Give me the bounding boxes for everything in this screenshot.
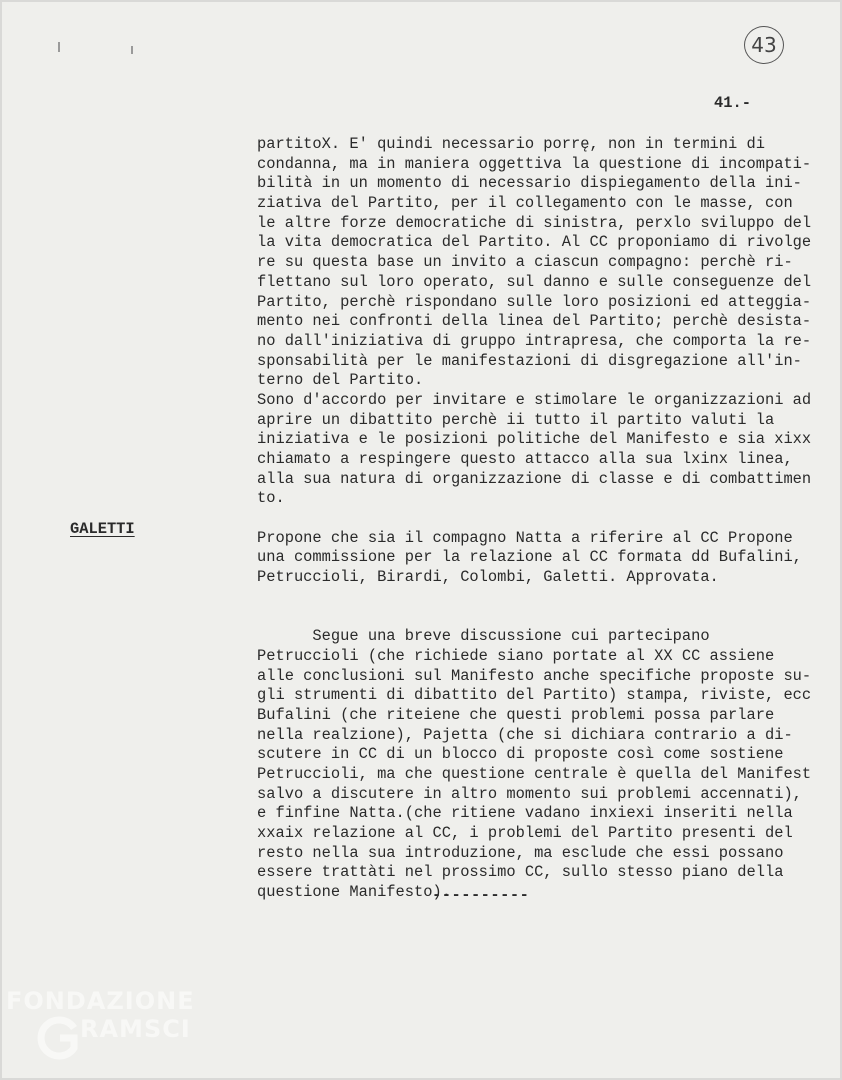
- separator-line: ----------: [432, 886, 530, 904]
- watermark-line-2: RAMSCI: [80, 1015, 191, 1043]
- text-line: re su questa base un invito a ciascun compagno: perchè ri-: [257, 253, 793, 272]
- text-line: partitoX. E' quindi necessario porrę, non in termini di: [257, 135, 765, 153]
- text-line: to.: [257, 489, 285, 508]
- text-line: sponsabilità per le manifestazioni di disgregazione all'in-: [257, 351, 802, 370]
- text-line: chiamato a respingere questo attacco alla sua lxinx linea,: [257, 450, 793, 468]
- text-line: terno del Partito.: [257, 371, 424, 390]
- discussion-paragraph: [257, 627, 840, 903]
- text-line: iniziativa e le posizioni politiche del Manifesto e sia xixx: [257, 430, 812, 449]
- text-line: Segue una breve discussione cui partecipano: [257, 627, 710, 646]
- text-line: ziativa del Partito, per il collegamento con le masse, con: [257, 194, 793, 213]
- text-line: flettano sul loro operato, sul danno e sulle conseguenze del: [257, 272, 812, 291]
- text-line: Petruccioli, Birardi, Colombi, Galetti. Approvata.: [257, 568, 719, 587]
- body-text: [257, 135, 840, 903]
- speaker-name: GALETTI: [70, 520, 135, 538]
- text-line: questione Manifesto).: [257, 883, 451, 902]
- text-line: e finfine Natta.(che ritiene vadano inxiexi inseriti nella: [257, 804, 793, 823]
- text-line: Bufalini (che riteiene che questi problemi possa parlare: [257, 705, 775, 724]
- text-line: condanna, ma in maniera oggettiva la questione di incompati-: [257, 154, 812, 173]
- paragraph-continuation: [257, 135, 840, 509]
- text-line: alla sua natura di organizzazione di classe e di combattimen: [257, 469, 812, 488]
- text-line: xxaix relazione al CC, i problemi del Partito presenti del: [257, 824, 793, 843]
- text-line: mento nei confronti della linea del Partito; perchè desista-: [257, 312, 812, 331]
- text-line: Partito, perchè rispondano sulle loro posizioni ed atteggia-: [257, 292, 812, 311]
- margin-mark: [58, 42, 60, 52]
- document-page: [2, 2, 840, 1078]
- text-line: essere trattàti nel prossimo CC, sullo stesso piano della: [257, 863, 784, 882]
- text-line: Petruccioli, ma che questione centrale è quella del Manifest: [257, 765, 812, 783]
- text-line: una commissione per la relazione al CC formata dd Bufalini,: [257, 548, 802, 567]
- text-line: la vita democratica del Partito. Al CC proponiamo di rivolge: [257, 233, 812, 252]
- text-line: Sono d'accordo per invitare e stimolare le organizzazioni ad: [257, 390, 812, 409]
- text-line: le altre forze democratiche di sinistra, perxlo sviluppo del: [257, 213, 812, 232]
- text-line: alle conclusioni sul Manifesto anche specifiche proposte su-: [257, 666, 812, 685]
- watermark-line-1: FONDAZIONE: [6, 987, 195, 1015]
- page-number: 41.-: [714, 94, 751, 112]
- galetti-paragraph: [257, 529, 840, 588]
- text-line: salvo a discutere in altro momento sui problemi accennati),: [257, 784, 802, 803]
- text-line: aprire un dibattito perchè ii tutto il partito valuti la: [257, 410, 775, 429]
- text-line: Petruccioli (che richiede siano portate al XX CC assiene: [257, 646, 775, 665]
- margin-mark: [131, 46, 133, 54]
- archive-number-circled: 43: [744, 26, 784, 64]
- text-line: Propone che sia il compagno Natta a riferire al CC Propone: [257, 528, 793, 547]
- text-line: nella realzione), Pajetta (che si dichiara contrario a di-: [257, 725, 793, 744]
- gramsci-g-logo-icon: [36, 1014, 80, 1062]
- text-line: bilità in un momento di necessario dispiegamento della ini-: [257, 174, 802, 193]
- fondazione-gramsci-watermark: [6, 987, 216, 1072]
- text-line: no dall'iniziativa di gruppo intrapresa, che comporta la re-: [257, 331, 812, 350]
- text-line: resto nella sua introduzione, ma esclude che essi possano: [257, 843, 784, 862]
- text-line: gli strumenti di dibattito del Partito) stampa, riviste, ecc: [257, 686, 812, 705]
- text-line: scutere in CC di un blocco di proposte così come sostiene: [257, 745, 784, 764]
